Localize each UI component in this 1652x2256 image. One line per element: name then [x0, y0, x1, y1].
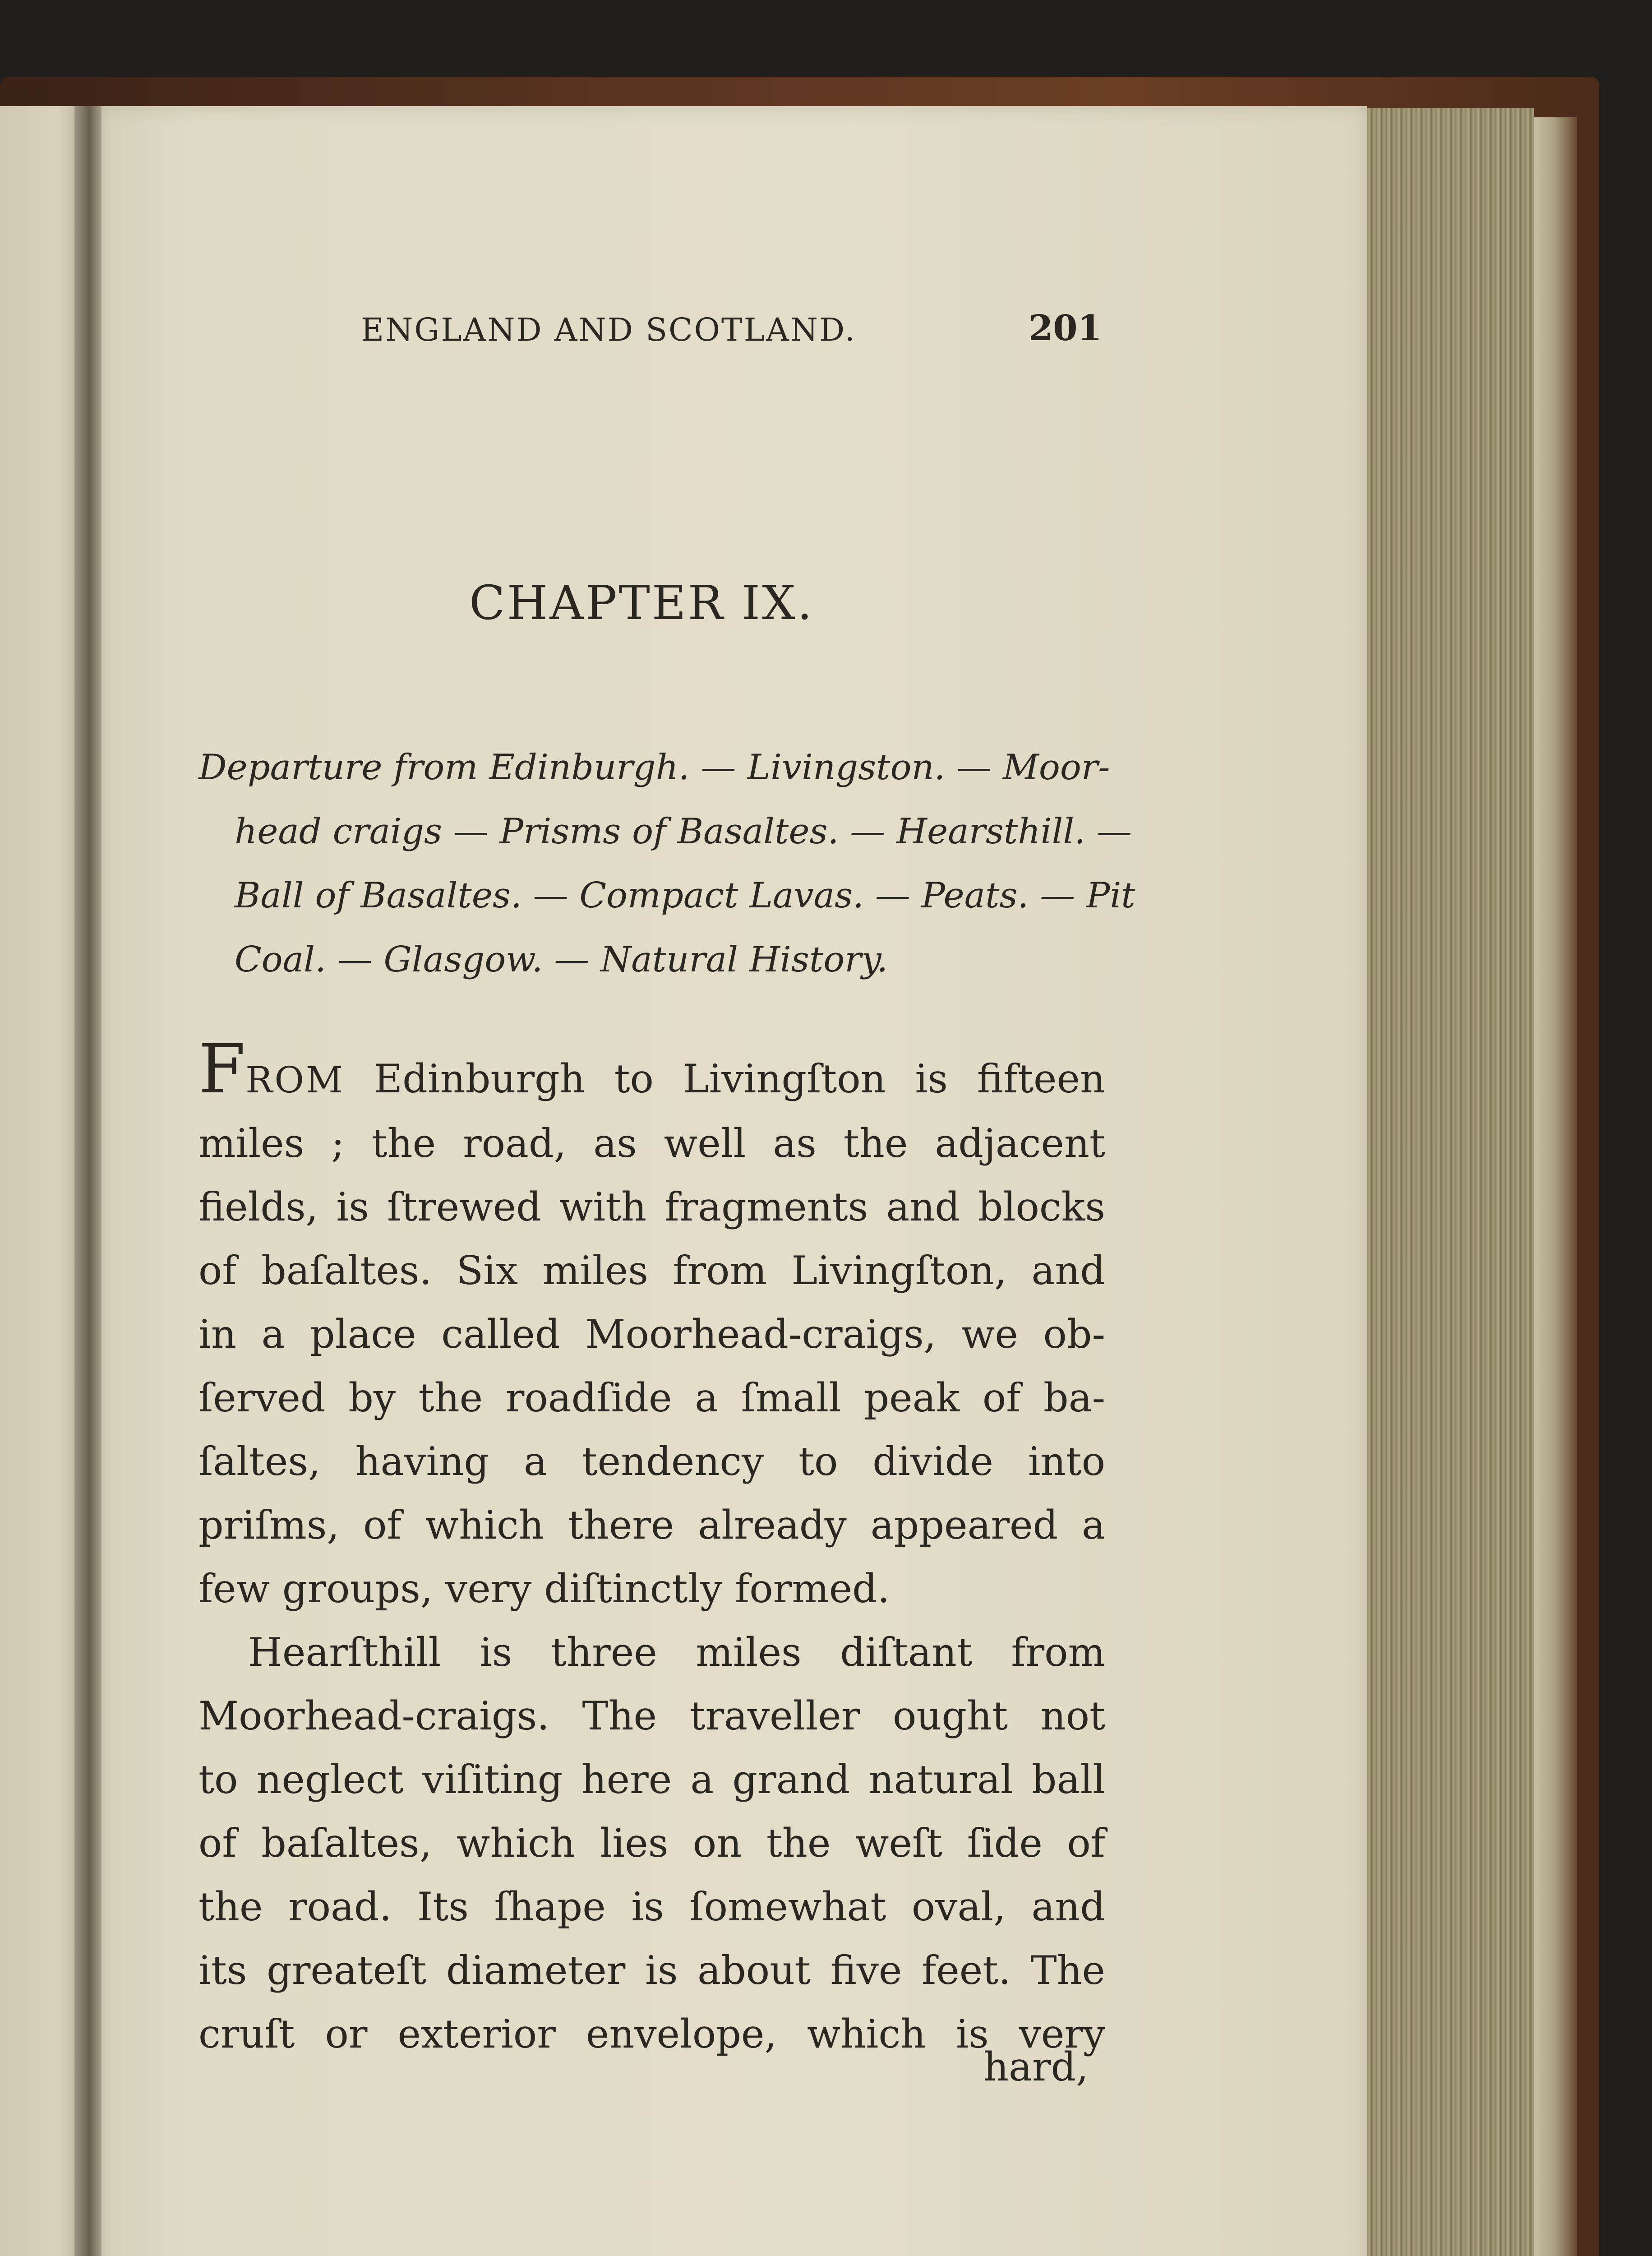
- text-line: Hearſthill is three miles diſtant from: [248, 1629, 1105, 1675]
- text-line: in a place called Moorhead-craigs, we ob-: [198, 1311, 1105, 1357]
- text-line: few groups, very diſtinctly formed.: [198, 1566, 890, 1612]
- cover-edge: [1534, 117, 1577, 2256]
- text-line: ſaltes, having a tendency to divide into: [198, 1438, 1105, 1484]
- text-line: [198, 1030, 1105, 1112]
- chapter-title: CHAPTER IX.: [469, 575, 814, 630]
- text-line: Moorhead-craigs. The traveller ought not: [198, 1693, 1105, 1739]
- text-line: priſms, of which there already appeared a: [198, 1502, 1105, 1548]
- text-line: of baſaltes. Six miles from Livingſton, and: [198, 1248, 1105, 1294]
- synopsis-line: head craigs — Prisms of Basaltes. — Hearsthill. —: [235, 811, 1132, 852]
- synopsis-line: Ball of Basaltes. — Compact Lavas. — Peats. — Pit: [235, 875, 1135, 916]
- text-line: miles ; the road, as well as the adjacent: [198, 1120, 1105, 1166]
- left-page-edge: [0, 106, 83, 2256]
- page-number: 201: [1029, 308, 1102, 349]
- book-gutter: [74, 106, 102, 2256]
- text-line: fields, is ſtrewed with fragments and blocks: [198, 1184, 1105, 1230]
- body-text: [198, 1030, 1105, 2066]
- small-caps-word: ROM: [245, 1059, 345, 1101]
- text-line: to neglect viſiting here a grand natural ball: [198, 1757, 1105, 1803]
- page-block-edges: [1367, 108, 1534, 2256]
- text-line: its greateſt diameter is about five feet. The: [198, 1947, 1105, 1993]
- synopsis-line: Departure from Edinburgh. — Livingston. — Moor-: [198, 747, 1110, 788]
- line-text: Edinburgh to Livingſton is fifteen: [344, 1056, 1105, 1102]
- text-line: of baſaltes, which lies on the weſt ſide of: [198, 1820, 1105, 1866]
- chapter-synopsis: [198, 735, 1135, 992]
- drop-capital: F: [198, 1030, 246, 1109]
- text-line: the road. Its ſhape is ſomewhat oval, and: [198, 1884, 1105, 1930]
- text-line: ſerved by the roadſide a ſmall peak of ba-: [198, 1375, 1105, 1421]
- synopsis-line: Coal. — Glasgow. — Natural History.: [235, 939, 888, 980]
- catchword: hard,: [983, 2044, 1089, 2090]
- text-line: cruſt or exterior envelope, which is very: [198, 2011, 1105, 2057]
- running-header: ENGLAND AND SCOTLAND.: [361, 311, 856, 348]
